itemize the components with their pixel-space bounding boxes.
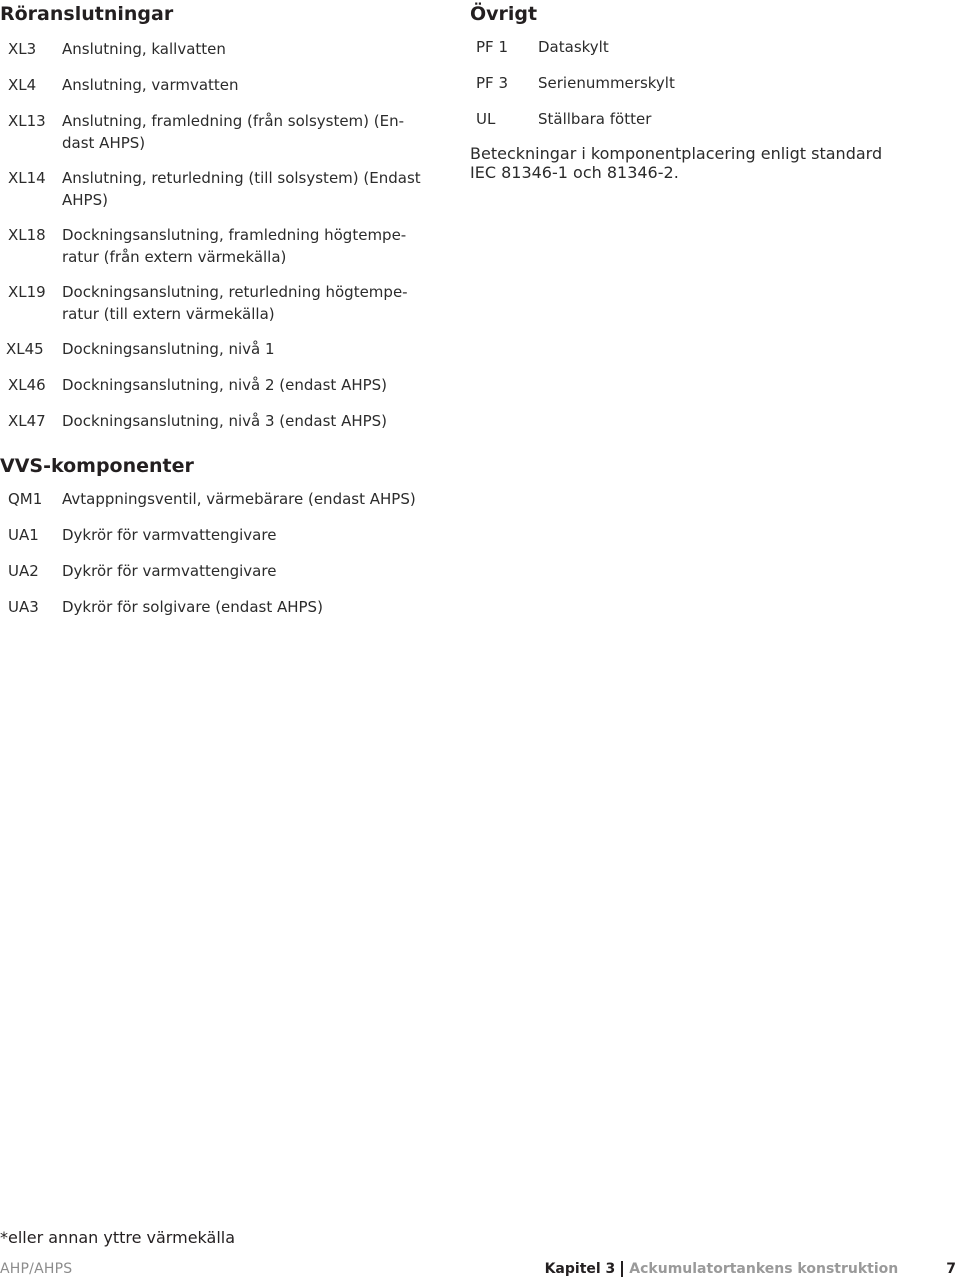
component-description: Dykrör för solgivare (endast AHPS) — [62, 598, 323, 616]
footer-divider — [621, 1261, 623, 1277]
list-item — [0, 374, 440, 396]
list-item — [0, 38, 440, 60]
list-item — [0, 74, 440, 96]
footer-chapter-title: Ackumulatortankens konstruktion — [629, 1261, 899, 1277]
component-code: XL4 — [8, 76, 37, 94]
component-code: UA1 — [8, 526, 39, 544]
component-description: Serienummerskylt — [538, 74, 675, 92]
list-item — [470, 108, 950, 130]
list-item — [0, 167, 440, 211]
footer-chapter-info — [545, 1259, 960, 1279]
component-description: Ställbara fötter — [538, 110, 652, 128]
list-item — [470, 36, 950, 58]
component-code: UA3 — [8, 598, 39, 616]
footer-chapter: Kapitel 3 — [544, 1261, 616, 1277]
page-number: 7 — [946, 1261, 956, 1277]
component-code: XL45 — [6, 340, 44, 358]
list-item — [470, 72, 950, 94]
list-item — [0, 524, 440, 546]
component-code: PF 3 — [476, 74, 508, 92]
component-code: UA2 — [8, 562, 39, 580]
component-code: XL47 — [8, 412, 46, 430]
component-description: Dykrör för varmvattengivare — [62, 526, 277, 544]
ovrigt-list — [470, 36, 950, 130]
component-description: Dockningsanslutning, nivå 3 (endast AHPS) — [62, 412, 388, 430]
component-description: Dockningsanslutning, framledning högtempe- ratur (från extern värmekälla) — [62, 226, 407, 266]
list-item — [0, 410, 440, 432]
vvs-komponenter-heading: VVS-komponenter — [0, 455, 194, 477]
component-code: XL13 — [8, 112, 46, 130]
list-item — [0, 560, 440, 582]
right-column — [470, 0, 950, 182]
list-item — [0, 488, 440, 510]
vvs-komponenter-list — [0, 488, 440, 618]
roranslutningar-heading: Röranslutningar — [0, 3, 174, 25]
list-item — [0, 338, 440, 360]
component-code: QM1 — [8, 490, 43, 508]
list-item — [0, 281, 440, 325]
list-item — [0, 224, 440, 268]
footnote: *eller annan yttre värmekälla — [0, 1228, 236, 1247]
component-description: Dockningsanslutning, nivå 1 — [62, 340, 275, 358]
component-description: Anslutning, varmvatten — [62, 76, 239, 94]
left-column — [0, 0, 440, 632]
component-code: XL14 — [8, 169, 46, 187]
component-code: XL3 — [8, 40, 37, 58]
component-description: Avtappningsventil, värmebärare (endast AHPS) — [62, 490, 416, 508]
standard-note: Beteckningar i komponentplacering enligt standard IEC 81346-1 och 81346-2. — [470, 144, 883, 182]
component-code: XL46 — [8, 376, 46, 394]
component-description: Dykrör för varmvattengivare — [62, 562, 277, 580]
roranslutningar-list — [0, 38, 440, 432]
component-description: Dockningsanslutning, nivå 2 (endast AHPS) — [62, 376, 388, 394]
component-description: Anslutning, framledning (från solsystem) (En- dast AHPS) — [62, 112, 405, 152]
list-item — [0, 110, 440, 154]
component-code: PF 1 — [476, 38, 508, 56]
component-description: Dockningsanslutning, returledning högtempe- ratur (till extern värmekälla) — [62, 283, 408, 323]
component-description: Anslutning, returledning (till solsystem) (Endast AHPS) — [62, 169, 421, 209]
list-item — [0, 596, 440, 618]
component-description: Dataskylt — [538, 38, 609, 56]
component-code: XL18 — [8, 226, 46, 244]
ovrigt-heading: Övrigt — [470, 3, 538, 25]
footer-product: AHP/AHPS — [0, 1261, 73, 1277]
component-code: UL — [476, 110, 496, 128]
component-code: XL19 — [8, 283, 46, 301]
component-description: Anslutning, kallvatten — [62, 40, 226, 58]
